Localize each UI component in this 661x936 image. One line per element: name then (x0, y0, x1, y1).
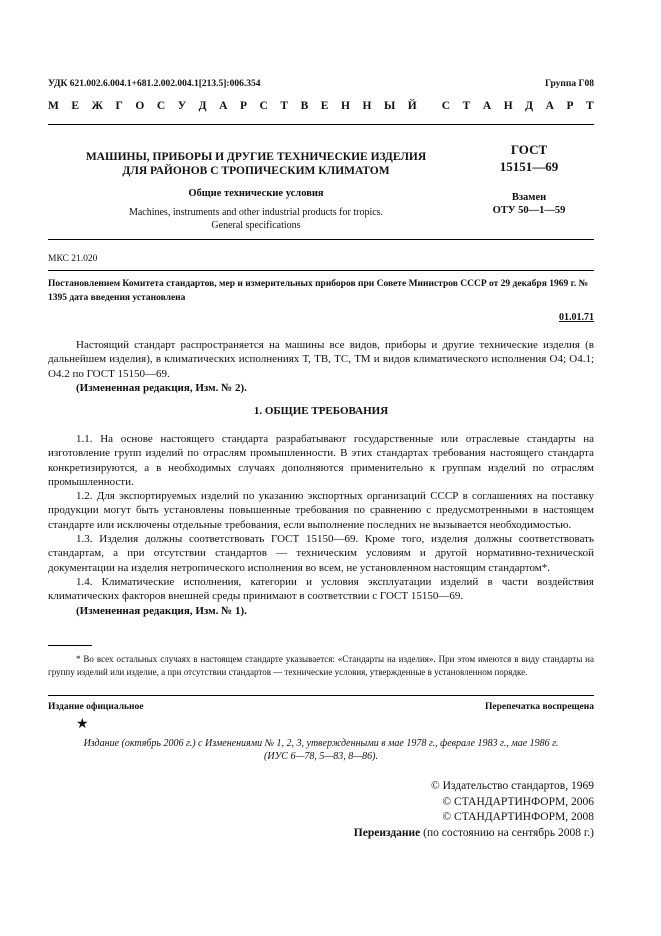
footnote (48, 653, 594, 679)
title-english-2: General specifications (211, 220, 301, 231)
banner-letter: Н (340, 100, 350, 112)
banner-letter: О (135, 100, 145, 112)
banner-letter: Н (362, 100, 372, 112)
banner-letter: Д (525, 100, 534, 112)
banner-letter: Г (115, 100, 123, 112)
banner-letter: Ж (91, 100, 103, 112)
section-1-revision: (Измененная редакция, Изм. № 1). (76, 604, 247, 617)
reissue (354, 826, 594, 842)
intro-date: 01.01.71 (559, 312, 594, 323)
banner-letter: Т (462, 100, 471, 112)
star-icon: ★ (76, 717, 89, 732)
title-line-2: ДЛЯ РАЙОНОВ С ТРОПИЧЕСКИМ КЛИМАТОМ (122, 165, 390, 177)
mks-code: МКС 21.020 (48, 254, 98, 264)
group-code: Группа Г08 (545, 79, 594, 89)
section-1-body (48, 432, 594, 618)
clause-1-4: 1.4. Климатические исполнения, категории и условия эксплуатации изделий в части воздействия климатических факторов внешней среды принимают в соответствии с ГОСТ 15150—69. (48, 575, 594, 603)
banner-letter: В (300, 100, 309, 112)
reprint-prohibited: Перепечатка воспрещена (484, 702, 594, 712)
reissue-date: (по состоянию на сентябрь 2008 г.) (420, 826, 594, 839)
footer-rule (48, 695, 594, 696)
gost-number: 15151—69 (499, 159, 559, 174)
banner-letter: С (156, 100, 166, 112)
banner-letter: Т (280, 100, 289, 112)
copyright-1: © Издательство стандартов, 1969 (430, 780, 594, 792)
edition-info (48, 737, 594, 763)
title-line-1: МАШИНЫ, ПРИБОРЫ И ДРУГИЕ ТЕХНИЧЕСКИЕ ИЗДЕЛИЯ (85, 151, 427, 163)
footnote-rule (48, 645, 92, 646)
intro-paragraph (48, 338, 594, 395)
mks-rule (48, 270, 594, 271)
replace-label: Взамен (511, 192, 547, 203)
banner-letter: М (48, 100, 59, 112)
footnote-text: * Во всех остальных случаях в настоящем стандарте указывается: «Стандарты на изделия». При этом имеются в виду стандарты на группу изделий или изделие, а при отсутствии стандартов — технические условия, утвержденные в установленном порядке. (48, 654, 594, 677)
intro-text: Настоящий стандарт распространяется на машины все видов, приборы и другие технические изделия (в дальнейшем изделия), в климатических исполнениях Т, ТВ, ТС, ТМ и видов климатического исполнения О4; О4.1; О4.2 по ГОСТ 15150—69. (48, 339, 594, 380)
clause-1-1: 1.1. На основе настоящего стандарта разрабатывают государственные или отраслевые стандарты на изготовление групп изделий по отраслям промышленности. В этих стандартах требования настоящего стандарта конкретизируются, а в необходимых случаях дополняются применительно к группам изделий по отраслям промышленности. (48, 433, 594, 488)
reissue-label: Переиздание (353, 826, 421, 839)
gost-label: ГОСТ (510, 142, 548, 157)
banner-letter: Т (586, 100, 594, 112)
copyright-3: © СТАНДАРТИНФОРМ, 2008 (442, 811, 594, 823)
replace-doc: ОТУ 50—1—59 (492, 205, 566, 216)
udk-code: УДК 621.002.6.004.1+681.2.002.004.1[213.5]:006.354 (48, 79, 261, 89)
copyright-block (354, 779, 594, 841)
interstate-standard-banner (48, 100, 594, 112)
section-1-title: 1. ОБЩИЕ ТРЕБОВАНИЯ (253, 405, 389, 417)
banner-letter: У (177, 100, 187, 112)
banner-letter: Е (71, 100, 80, 112)
decree-text: Постановлением Комитета стандартов, мер и измерительных приборов при Совете Министров СССР от 29 декабря 1969 г. № 1395 дата введения установлена (48, 279, 589, 303)
edition-line-2: (ИУС 6—78, 5—83, 8—86). (264, 751, 378, 762)
gost-block (464, 141, 594, 217)
banner-letter: Ы (383, 100, 396, 112)
title-block (48, 150, 464, 232)
banner-letter: А (482, 100, 492, 112)
banner-letter: Д (198, 100, 207, 112)
banner-letter: С (259, 100, 268, 112)
banner-letter: С (441, 100, 451, 112)
intro-revision: (Измененная редакция, Изм. № 2). (76, 381, 247, 394)
banner-letter: Н (503, 100, 513, 112)
banner-letter: Р (239, 100, 247, 112)
official-edition: Издание официальное (48, 702, 144, 712)
title-bottom-rule (48, 239, 594, 240)
title-subtitle: Общие технические условия (188, 188, 324, 199)
title-english-1: Machines, instruments and other industrial products for tropics. (128, 207, 384, 218)
clause-1-2: 1.2. Для экспортируемых изделий по указанию экспортных организаций СССР в соглашениях на поставку продукции могут быть установлены повышенные требования по сравнению с предусмотренными в настоящем стандарте или исключены отдельные требования, если выполнение последних не вызывается необходимостью. (48, 490, 594, 531)
edition-line-1: Издание (октябрь 2006 г.) с Изменениями № 1, 2, 3, утвержденными в мае 1978 г., феврале 1983 г., мае 1986 г. (83, 738, 559, 749)
top-rule (48, 124, 594, 125)
copyright-2: © СТАНДАРТИНФОРМ, 2006 (442, 795, 594, 808)
clause-1-3: 1.3. Изделия должны соответствовать ГОСТ 15150—69. Кроме того, изделия должны соответствовать стандартам, а при отсутствии стандартов — техническим условиям и другой нормативно-технической документации на изделия нетропического исполнения во всем, не установленном настоящим стандартом*. (48, 533, 594, 574)
banner-letter: Е (320, 100, 329, 112)
banner-letter: А (219, 100, 228, 112)
banner-letter: А (545, 100, 554, 112)
banner-letter: Й (407, 100, 417, 112)
banner-letter: Р (566, 100, 574, 112)
